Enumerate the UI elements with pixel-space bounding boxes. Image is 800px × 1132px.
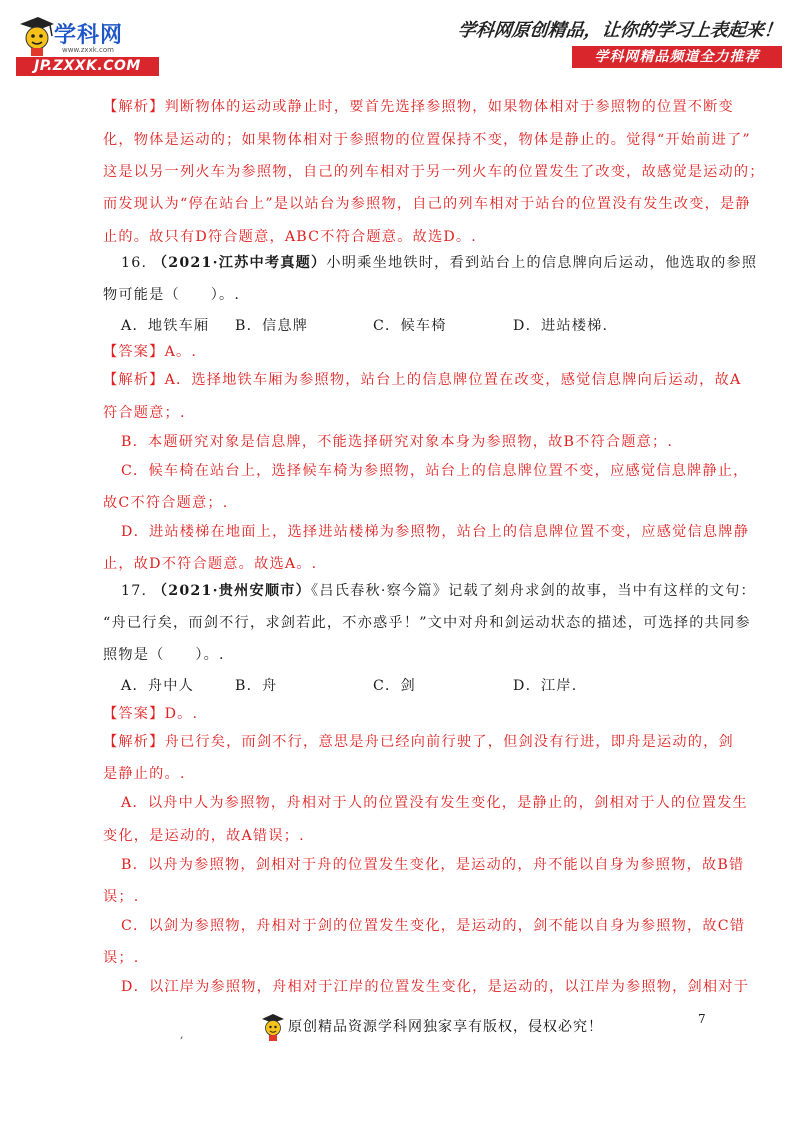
header-banner: 学科网精品频道全力推荐: [572, 46, 782, 68]
answer-line: [103, 342, 723, 362]
explanation-line: 变化，是运动的，故A错误；.: [103, 828, 305, 844]
option-c: C．剑: [373, 678, 416, 694]
explanation-line: 【解析】判断物体的运动或静止时，要首先选择参照物，如果物体相对于参照物的位置不断变: [103, 99, 734, 115]
explanation-line: 而发现认为“停在站台上”是以站台为参照物，自己的列车相对于站台的位置没有发生改变，是静: [103, 196, 751, 212]
explanation-line: C．以剑为参照物，舟相对于剑的位置发生变化，是运动的，剑不能以自身为参照物，故C错: [121, 918, 746, 934]
page-number: 7: [698, 1012, 706, 1026]
explanation-line: 符合题意；.: [103, 405, 186, 421]
question-source: （2021·贵州安顺市）: [152, 583, 312, 599]
answer-value: A。.: [164, 344, 198, 360]
option-b: B．信息牌: [235, 318, 309, 334]
explanation-tag: 【解析】: [103, 372, 165, 388]
question-text-line: 照物是（ ）。.: [103, 647, 225, 663]
question-16-stem: [121, 253, 758, 273]
mascot-icon: [260, 1012, 286, 1042]
explanation-line: D．以江岸为参照物，舟相对于江岸的位置发生变化，是运动的，以江岸为参照物，剑相对于: [121, 979, 750, 995]
option-d: D．进站楼梯.: [513, 318, 609, 334]
explanation-line: [103, 370, 742, 390]
copyright-notice: 原创精品资源学科网独家享有版权，侵权必究！: [288, 1019, 603, 1035]
explanation-line: C．候车椅在站台上，选择候车椅为参照物，站台上的信息牌位置不变，应感觉信息牌静止，: [121, 463, 749, 479]
explanation-line: 化，物体是运动的；如果物体相对于参照物的位置保持不变，物体是静止的。觉得“开始前进了”: [103, 132, 751, 148]
question-number: 16.: [121, 255, 148, 271]
logo-url: JP.ZXXK.COM: [16, 57, 159, 76]
question-text: 《吕氏春秋·察今篇》记载了刻舟求剑的故事，当中有这样的文句：: [311, 583, 756, 599]
explanation-line: 故C不符合题意；.: [103, 495, 229, 511]
page-footer: [180, 1010, 620, 1050]
answer-tag: 【答案】: [103, 344, 165, 360]
question-text-line: 物可能是（ ）。.: [103, 287, 241, 303]
explanation-line: 止的。故只有D符合题意，ABC不符合题意。故选D。.: [103, 229, 478, 245]
question-16-options: [121, 316, 741, 336]
explanation-line: 误；.: [103, 889, 140, 905]
question-number: 17.: [121, 583, 148, 599]
logo-name: 学科网: [54, 23, 124, 48]
page-header: [0, 0, 800, 80]
mascot-icon: [14, 14, 58, 58]
option-d: D．江岸.: [513, 678, 578, 694]
explanation-line: 止，故D不符合题意。故选A。.: [103, 556, 318, 572]
question-17-options: [121, 676, 741, 696]
explanation-text: 舟已行矣，而剑不行，意思是舟已经向前行驶了，但剑没有行进，即舟是运动的，剑: [164, 734, 734, 750]
answer-value: D。.: [164, 706, 199, 722]
option-a: A．舟中人: [121, 678, 194, 694]
option-b: B．舟: [235, 678, 278, 694]
explanation-text: A．选择地铁车厢为参照物，站台上的信息牌位置在改变，感觉信息牌向后运动，故A: [164, 372, 742, 388]
option-a: A．地铁车厢: [121, 318, 210, 334]
explanation-line: 这是以另一列火车为参照物，自己的列车相对于另一列火车的位置发生了改变，故感觉是运动的；: [103, 164, 765, 180]
explanation-line: 误；.: [103, 950, 140, 966]
question-source: （2021·江苏中考真题）: [152, 255, 327, 271]
explanation-line: D．进站楼梯在地面上，选择进站楼梯为参照物，站台上的信息牌位置不变，应感觉信息牌静: [121, 524, 750, 540]
header-slogan: 学科网原创精品，让你的学习上表起来！: [456, 20, 783, 41]
explanation-line: 是静止的。.: [103, 766, 186, 782]
footer-mark: ,: [180, 1028, 184, 1041]
option-c: C．候车椅: [373, 318, 447, 334]
zxxk-logo[interactable]: [14, 14, 164, 76]
explanation-line: B．以舟为参照物，剑相对于舟的位置发生变化，是运动的，舟不能以自身为参照物，故B错: [121, 857, 745, 873]
answer-tag: 【答案】: [103, 706, 165, 722]
question-text-line: “舟已行矣，而剑不行，求剑若此，不亦惑乎！”文中对舟和剑运动状态的描述，可选择的共同参: [103, 615, 751, 631]
logo-url-small: www.zxxk.com: [62, 46, 114, 54]
question-17-stem: [121, 581, 756, 601]
explanation-line: [103, 732, 734, 752]
question-text: 小明乘坐地铁时，看到站台上的信息牌向后运动，他选取的参照: [326, 255, 758, 271]
explanation-tag: 【解析】: [103, 734, 165, 750]
explanation-line: A．以舟中人为参照物，舟相对于人的位置没有发生变化，是静止的，剑相对于人的位置发生: [121, 795, 748, 811]
explanation-line: B．本题研究对象是信息牌，不能选择研究对象本身为参照物，故B不符合题意；.: [121, 434, 674, 450]
answer-line: [103, 704, 723, 724]
